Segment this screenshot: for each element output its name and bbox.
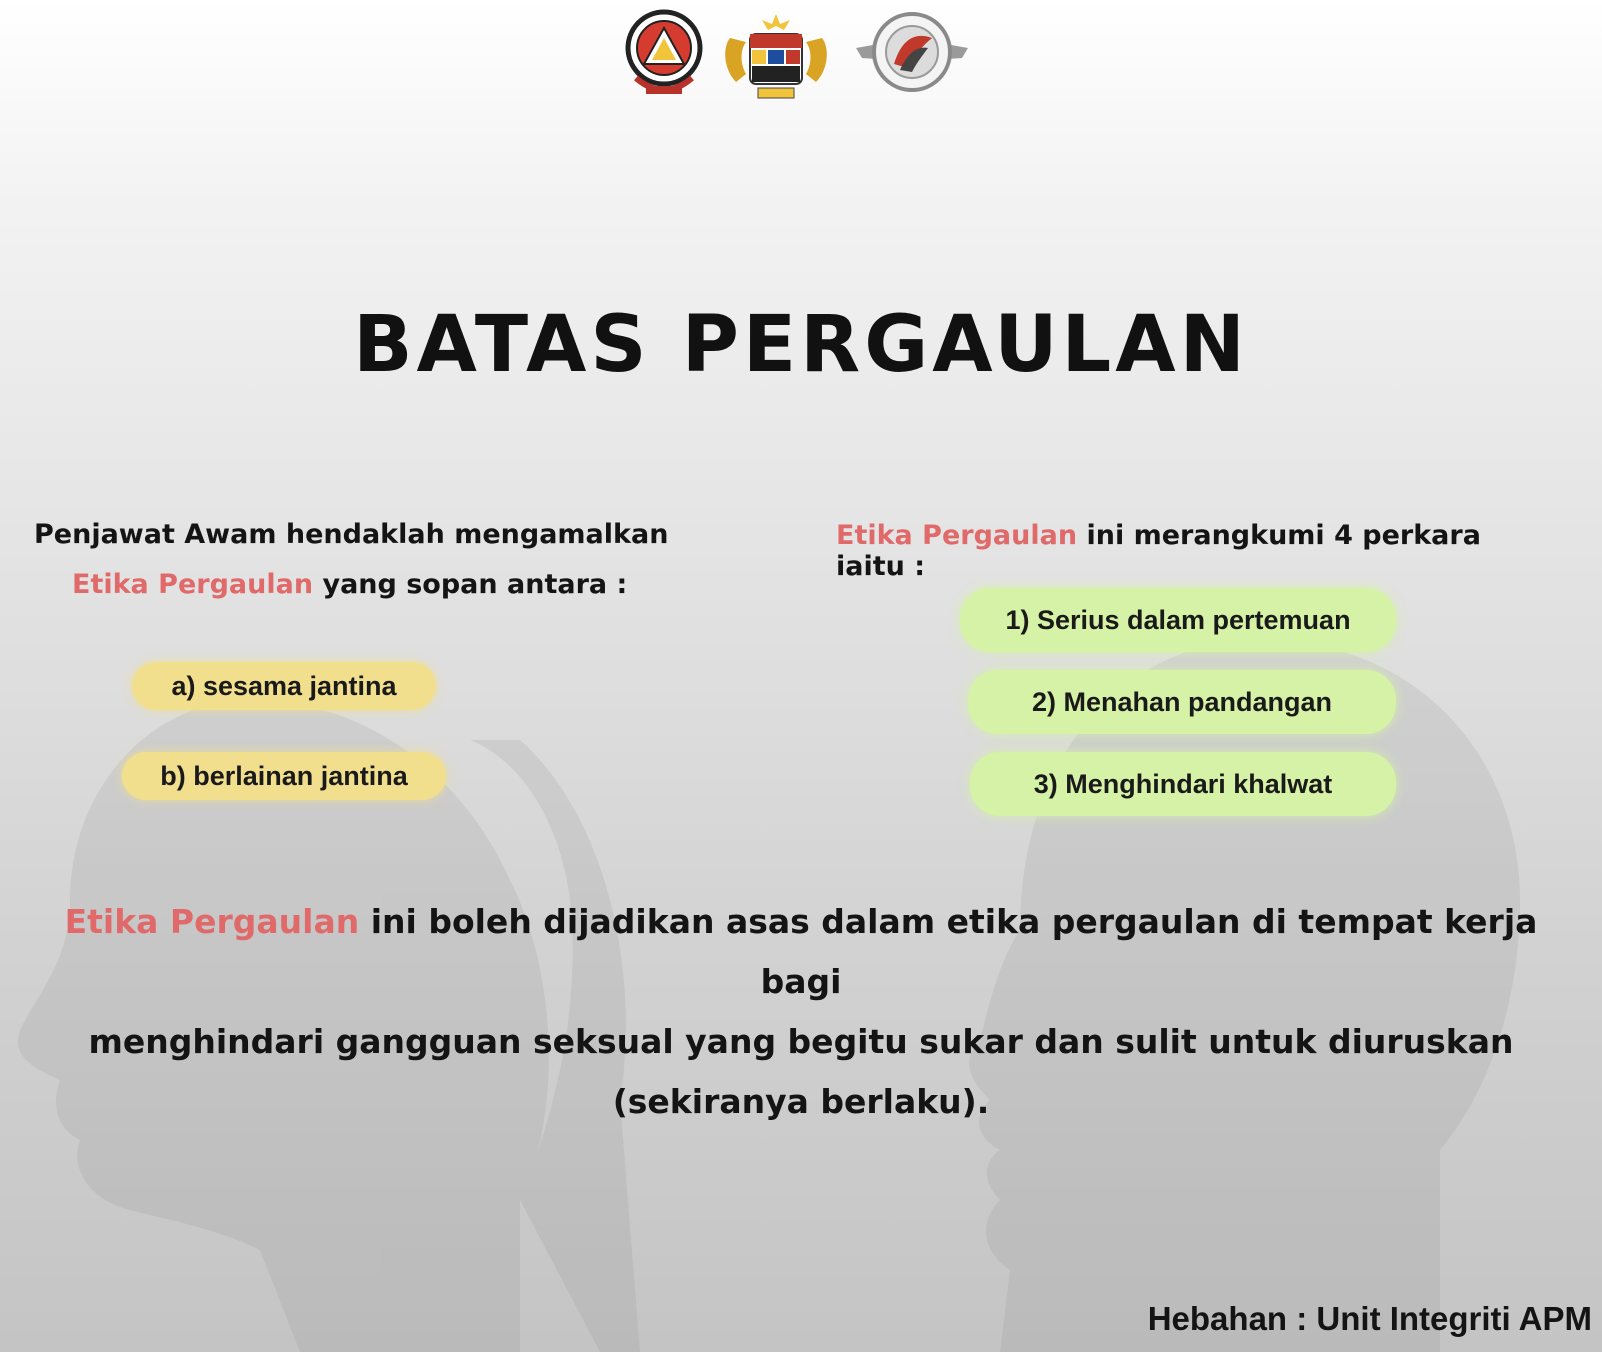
- footer-credit: Hebahan : Unit Integriti APM: [1147, 1300, 1592, 1337]
- body-paragraph: [30, 892, 1572, 1132]
- emblem-apm-icon: [624, 8, 704, 100]
- left-intro-text: [34, 510, 674, 610]
- jata-negara-icon: [718, 8, 834, 106]
- paragraph-line3: (sekiranya berlaku).: [612, 1082, 990, 1121]
- paragraph-line2: menghindari gangguan seksual yang begitu sukar dan sulit untuk diuruskan: [88, 1022, 1514, 1061]
- right-item-1: 1) Serius dalam pertemuan: [960, 588, 1396, 652]
- left-intro-line2-rest: yang sopan antara :: [313, 569, 628, 600]
- winged-badge-icon: [852, 8, 972, 100]
- right-item-2: 2) Menahan pandangan: [968, 670, 1396, 734]
- left-item-b: b) berlainan jantina: [122, 752, 446, 800]
- left-intro-highlight: Etika Pergaulan: [72, 569, 314, 600]
- right-intro-text: [836, 520, 1556, 582]
- left-intro-line2: [34, 560, 674, 610]
- right-intro-highlight: Etika Pergaulan: [836, 520, 1078, 551]
- right-item-3: 3) Menghindari khalwat: [970, 752, 1396, 816]
- left-item-a: a) sesama jantina: [132, 662, 436, 710]
- page-title: BATAS PERGAULAN: [353, 300, 1249, 390]
- logo-strip: [0, 8, 1602, 118]
- left-intro-line1: Penjawat Awam hendaklah mengamalkan: [34, 519, 669, 550]
- right-intro-rest: ini merangkumi 4 perkara iaitu :: [836, 520, 1481, 582]
- paragraph-line1-rest: ini boleh dijadikan asas dalam etika pergaulan di tempat kerja bagi: [359, 902, 1538, 1001]
- paragraph-highlight: Etika Pergaulan: [64, 902, 360, 941]
